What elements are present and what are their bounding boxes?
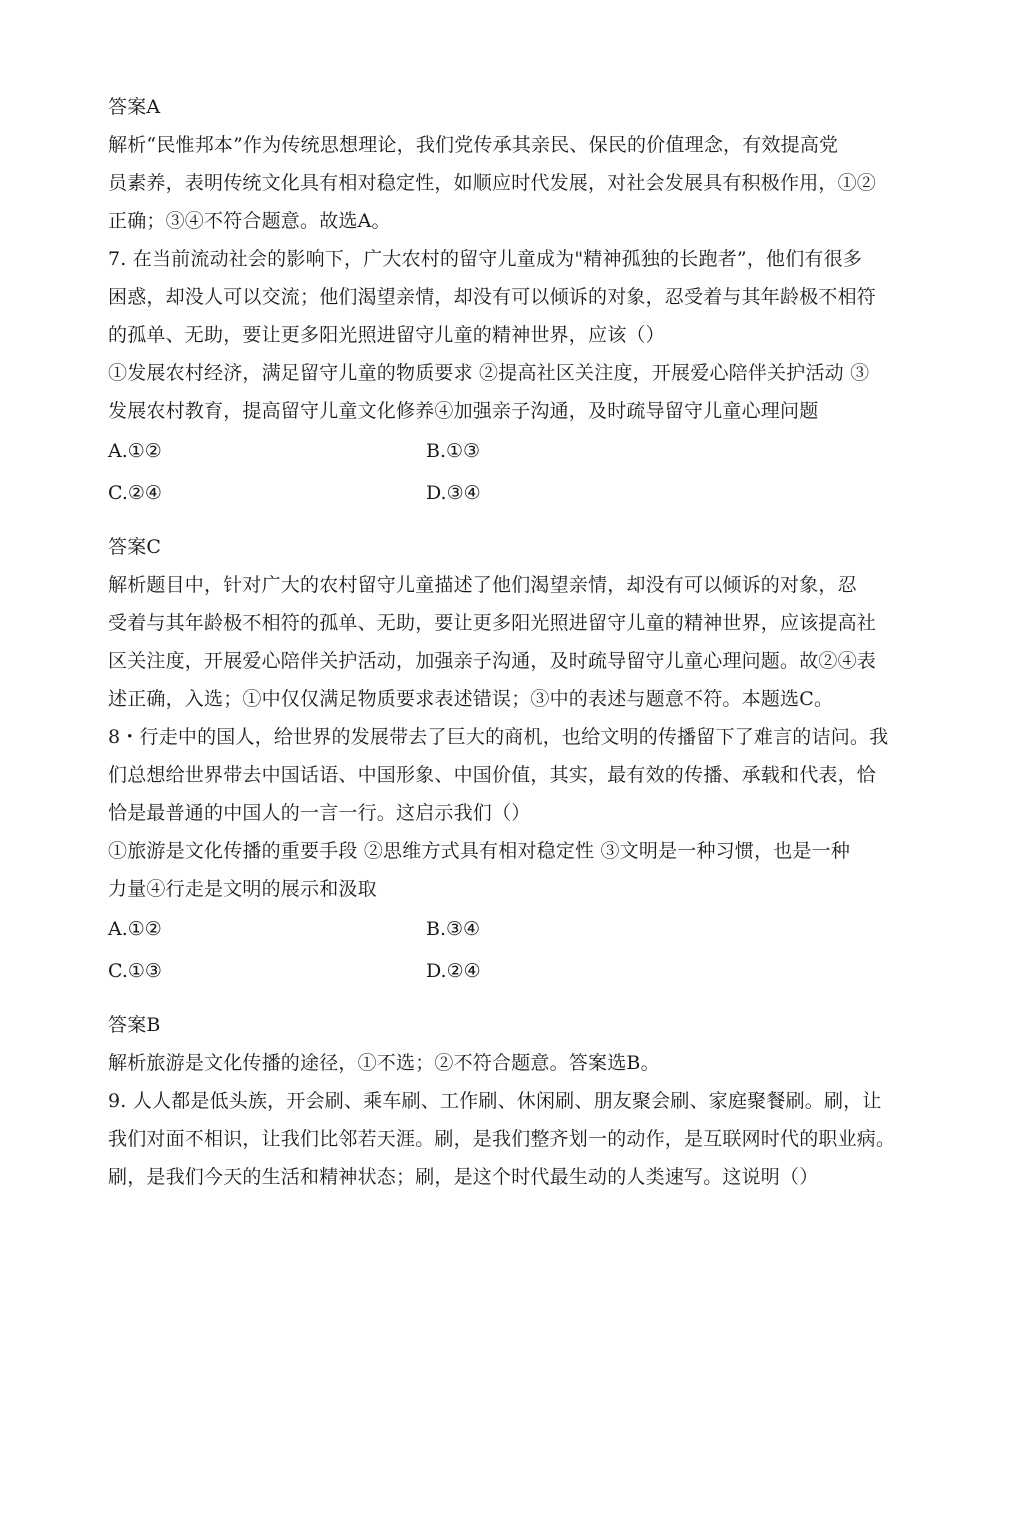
question-stem-line: 7. 在当前流动社会的影响下，广大农村的留守儿童成为"精神孤独的长跑者”，他们有很多 [108,248,863,270]
question-stem-line: ①旅游是文化传播的重要手段 ②思维方式具有相对稳定性 ③文明是一种习惯，也是一种 [108,840,851,862]
question-stem-line: 9. 人人都是低头族，开会刷、乘车刷、工作刷、休闲刷、朋友聚会刷、家庭聚餐刷。刷，让 [108,1090,882,1112]
option-a: A.①② [108,918,162,940]
question-9 [108,1082,898,1196]
question-stem-line: 力量④行走是文明的展示和汲取 [108,878,377,900]
answer-label: 答案A [108,96,161,118]
question-stem-line: 困惑，却没人可以交流；他们渴望亲情，却没有可以倾诉的对象，忍受着与其年龄极不相符 [108,286,877,308]
q6-answer-block [108,88,898,240]
question-stem-line: 恰是最普通的中国人的一言一行。这启示我们（） [108,802,531,824]
question-stem-line: 刷，是我们今天的生活和精神状态；刷，是这个时代最生动的人类速写。这说明（） [108,1166,819,1188]
option-b: B.①③ [426,440,481,462]
option-b: B.③④ [426,918,481,940]
analysis-line: 受着与其年龄极不相符的孤单、无助，要让更多阳光照进留守儿童的精神世界，应该提高社 [108,612,877,634]
question-7 [108,240,898,718]
question-stem-line: 的孤单、无助，要让更多阳光照进留守儿童的精神世界，应该（） [108,324,665,346]
document-page [108,88,898,1196]
option-c: C.②④ [108,482,162,504]
option-c: C.①③ [108,960,162,982]
option-d: D.②④ [426,960,481,982]
question-stem-line: 发展农村教育，提高留守儿童文化修养④加强亲子沟通，及时疏导留守儿童心理问题 [108,400,819,422]
question-stem-line: 我们对面不相识，让我们比邻若天涯。刷，是我们整齐划一的动作，是互联网时代的职业病。 [108,1128,896,1150]
options-row [108,430,898,472]
analysis-line: 员素养，表明传统文化具有相对稳定性，如顺应时代发展，对社会发展具有积极作用，①② [108,172,877,194]
analysis-line: 正确；③④不符合题意。故选A。 [108,210,391,232]
analysis-line: 解析题目中，针对广大的农村留守儿童描述了他们渴望亲情，却没有可以倾诉的对象，忍 [108,574,857,596]
options-row [108,950,898,992]
analysis-line: 区关注度，开展爱心陪伴关护活动，加强亲子沟通，及时疏导留守儿童心理问题。故②④表 [108,650,877,672]
answer-label: 答案C [108,536,162,558]
analysis-line: 解析旅游是文化传播的途径，①不选；②不符合题意。答案选B。 [108,1052,660,1074]
option-d: D.③④ [426,482,481,504]
question-stem-line: 们总想给世界带去中国话语、中国形象、中国价值，其实，最有效的传播、承载和代表，恰 [108,764,877,786]
analysis-line: 述正确，入选；①中仅仅满足物质要求表述错误；③中的表述与题意不符。本题选C。 [108,688,834,710]
analysis-line: 解析“民惟邦本”作为传统思想理论，我们党传承其亲民、保民的价值理念，有效提高党 [108,134,839,156]
question-8 [108,718,898,1082]
option-a: A.①② [108,440,162,462]
options-row [108,472,898,514]
question-stem-line: 8・行走中的国人，给世界的发展带去了巨大的商机，也给文明的传播留下了难言的诘问。我 [108,726,889,748]
question-stem-line: ①发展农村经济，满足留守儿童的物质要求 ②提高社区关注度，开展爱心陪伴关护活动 ③ [108,362,870,384]
options-row [108,908,898,950]
answer-label: 答案B [108,1014,161,1036]
